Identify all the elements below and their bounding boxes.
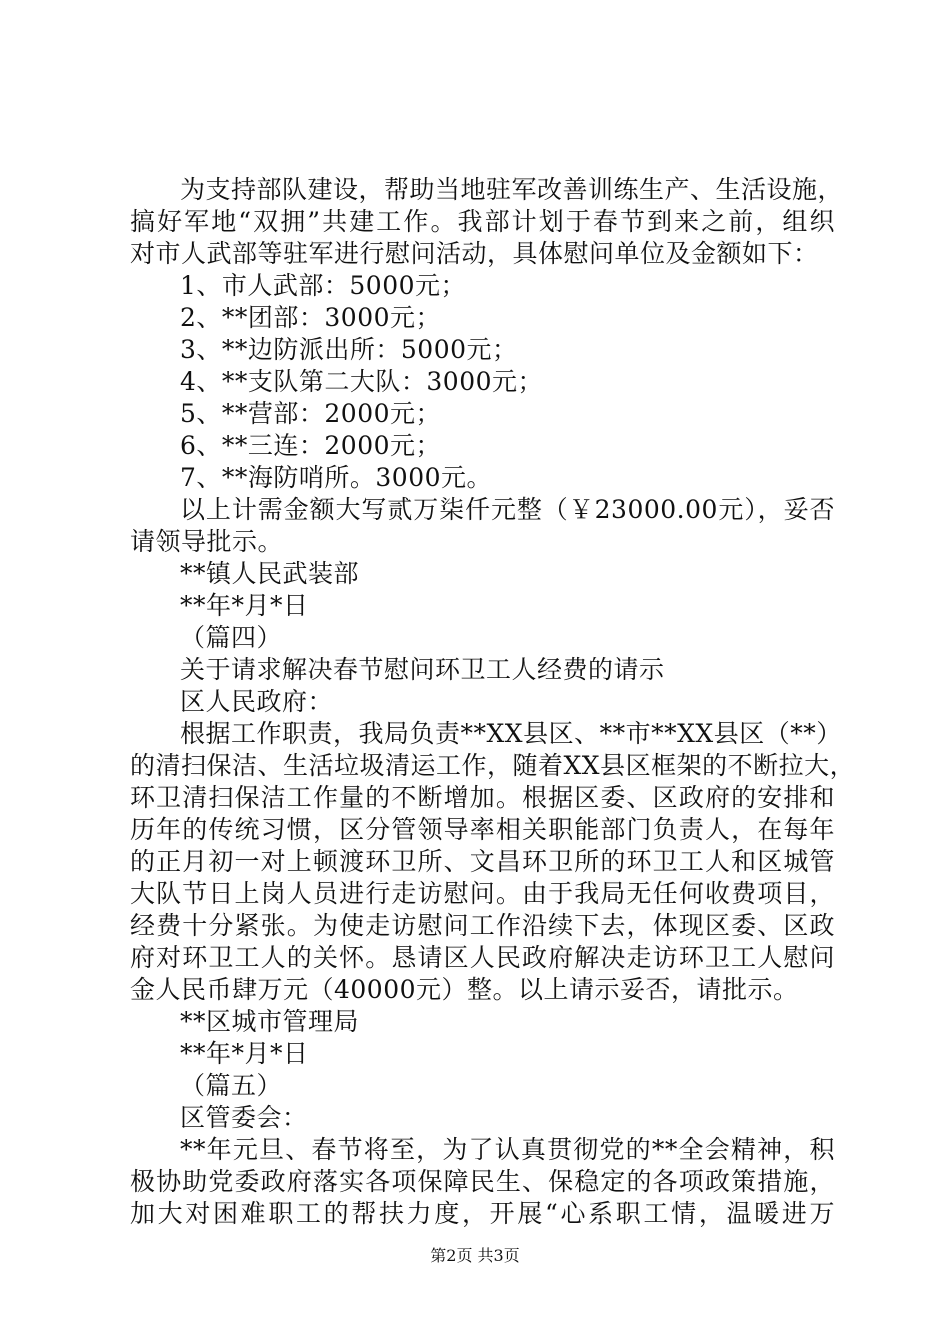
text-line: **区城市管理局 (180, 1007, 360, 1036)
text-line: 对市人武部等驻军进行慰问活动，具体慰问单位及金额如下： (130, 239, 819, 268)
page-footer: 第2页 共3页 (430, 1246, 520, 1265)
text-line: 2、**团部：3000元； (180, 303, 442, 332)
text-line: 的清扫保洁、生活垃圾清运工作，随着XX县区框架的不断拉大， (130, 751, 856, 780)
text-line: 根据工作职责，我局负责**XX县区、**市**XX县区（**） (180, 719, 842, 748)
text-line: （篇四） (180, 623, 283, 652)
text-line: 以上计需金额大写贰万柒仟元整（￥23000.00元），妥否 (180, 495, 835, 524)
text-line: 极协助党委政府落实各项保障民生、保稳定的各项政策措施， (130, 1167, 835, 1196)
document-body (130, 174, 856, 1230)
text-line: 历年的传统习惯，区分管领导率相关职能部门负责人，在每年 (130, 815, 835, 844)
text-line: 加大对困难职工的帮扶力度，开展“心系职工情，温暖进万 (130, 1199, 835, 1228)
text-line: 关于请求解决春节慰问环卫工人经费的请示 (180, 655, 665, 684)
text-line: 环卫清扫保洁工作量的不断增加。根据区委、区政府的安排和 (130, 783, 835, 812)
text-line: 搞好军地“双拥”共建工作。我部计划于春节到来之前，组织 (130, 207, 835, 236)
text-line: **镇人民武装部 (180, 559, 360, 588)
text-line: 金人民币肆万元（40000元）整。以上请示妥否，请批示。 (130, 975, 799, 1004)
text-line: 7、**海防哨所。3000元。 (180, 463, 493, 492)
text-line: 3、**边防派出所：5000元； (180, 335, 518, 364)
text-line: 为支持部队建设，帮助当地驻军改善训练生产、生活设施， (180, 175, 844, 204)
text-line: **年*月*日 (180, 1039, 309, 1068)
text-line: 府对环卫工人的关怀。恳请区人民政府解决走访环卫工人慰问 (130, 943, 835, 972)
text-line: 的正月初一对上顿渡环卫所、文昌环卫所的环卫工人和区城管 (130, 847, 835, 876)
text-line: 请领导批示。 (130, 527, 284, 556)
text-line: 大队节日上岗人员进行走访慰问。由于我局无任何收费项目， (130, 879, 835, 908)
text-line: 6、**三连：2000元； (180, 431, 442, 460)
text-line: 经费十分紧张。为使走访慰问工作沿续下去，体现区委、区政 (130, 911, 835, 940)
text-line: （篇五） (180, 1071, 283, 1100)
text-line: 区管委会： (180, 1103, 308, 1132)
text-line: 4、**支队第二大队：3000元； (180, 367, 544, 396)
text-line: **年元旦、春节将至，为了认真贯彻党的**全会精神，积 (180, 1135, 835, 1164)
text-line: 区人民政府： (180, 687, 334, 716)
text-line: 5、**营部：2000元； (180, 399, 442, 428)
text-line: **年*月*日 (180, 591, 309, 620)
text-line: 1、市人武部：5000元； (180, 271, 467, 300)
